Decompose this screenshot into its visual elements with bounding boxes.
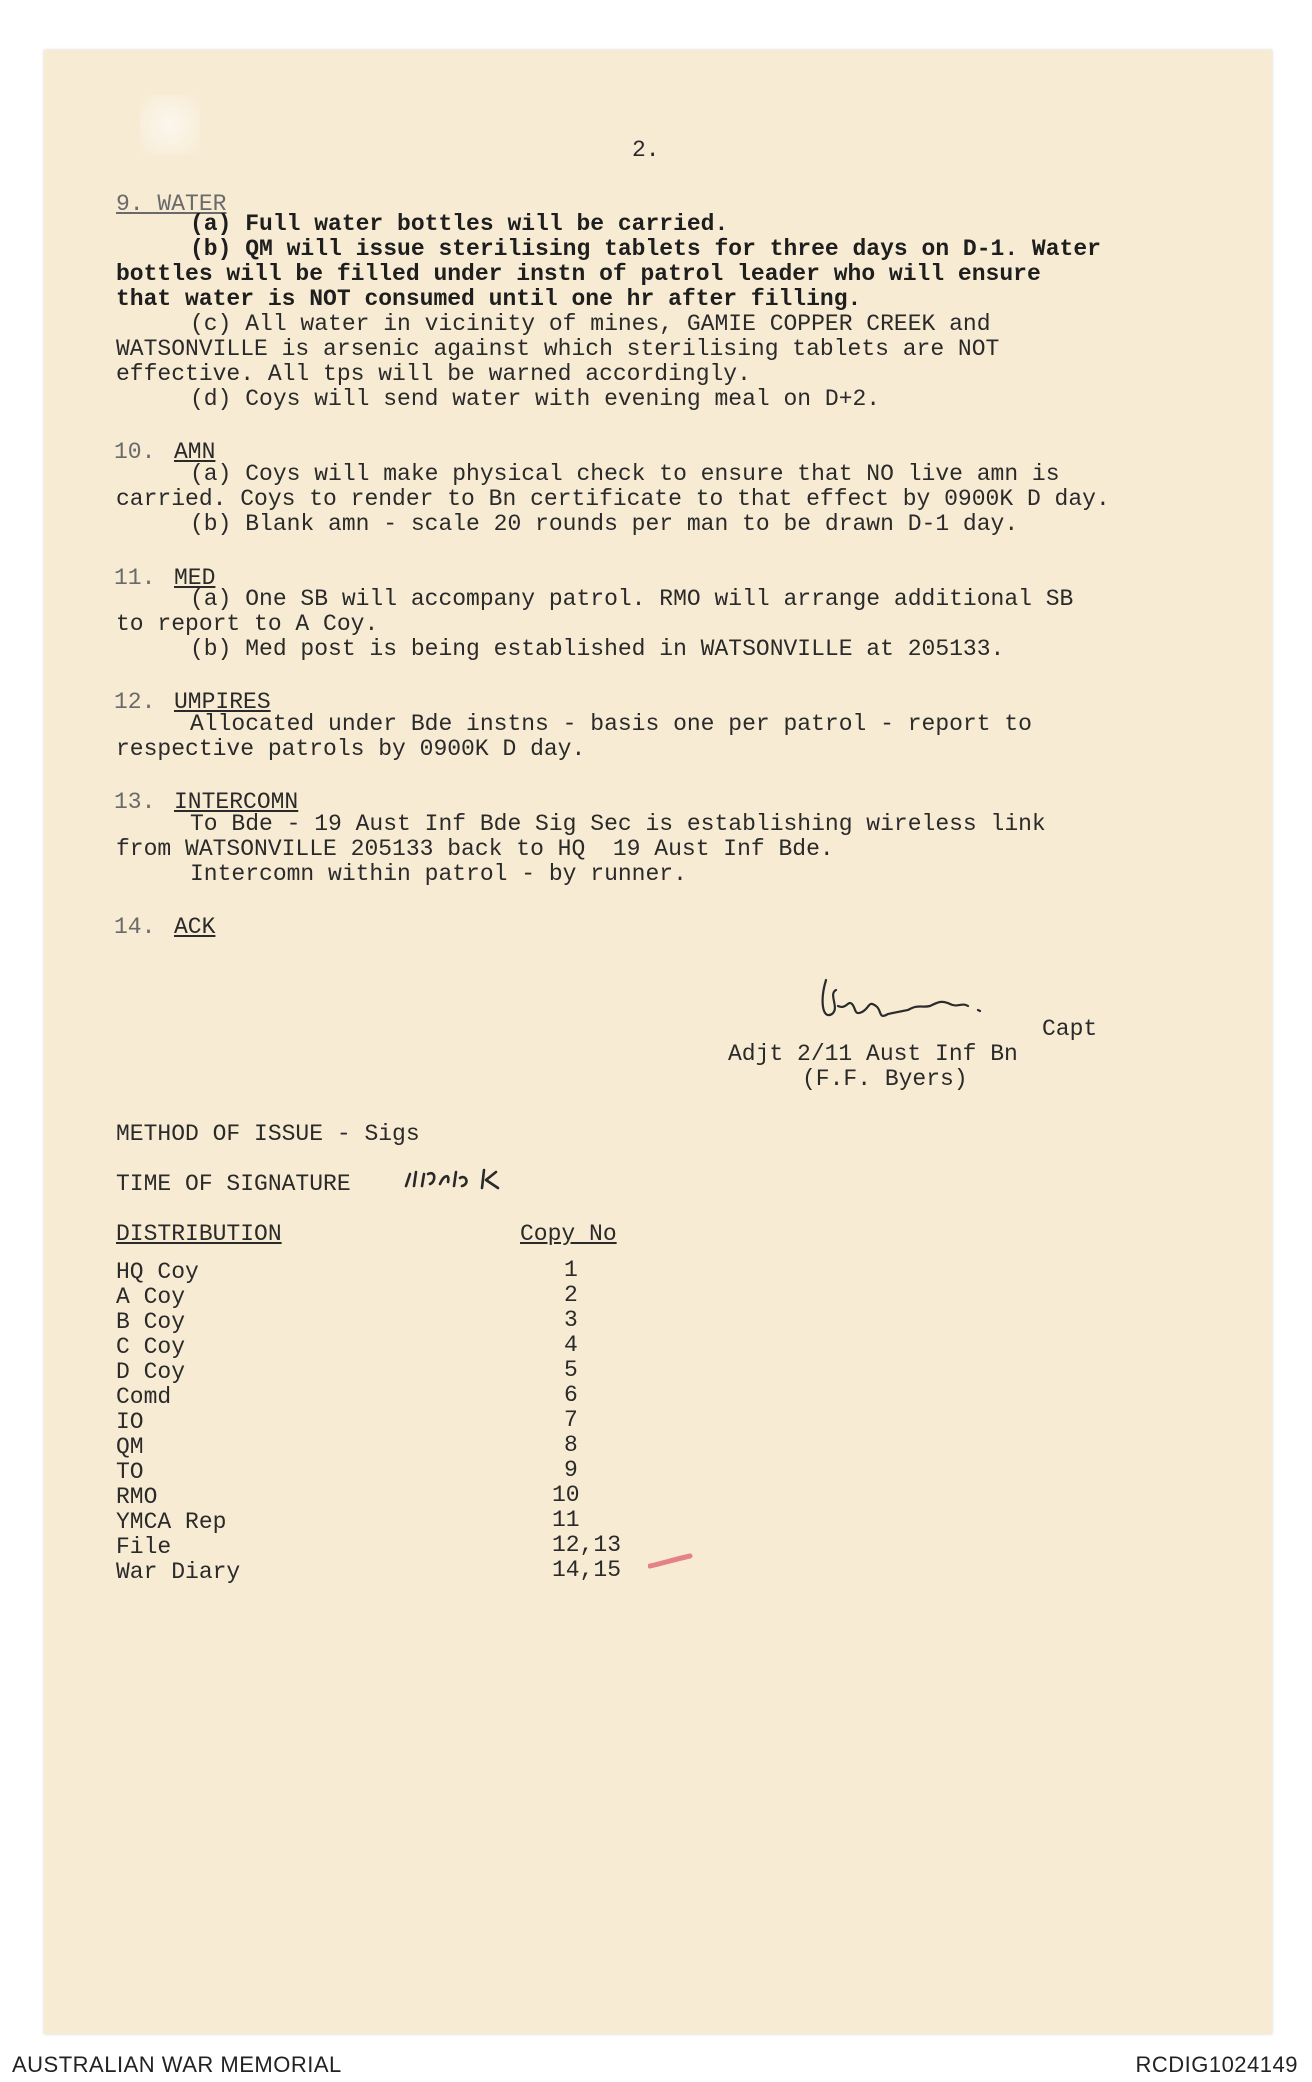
distribution-copy-number: 11 (552, 1507, 580, 1533)
section-heading-amn: AMN (174, 439, 216, 465)
distribution-recipient: QM (116, 1434, 144, 1460)
distribution-recipient: YMCA Rep (116, 1509, 227, 1535)
distribution-copy-number: 12,13 (552, 1532, 622, 1558)
section-number-intercomn: 13. (114, 789, 156, 815)
distribution-recipient: File (116, 1534, 172, 1560)
distribution-recipient: TO (116, 1459, 144, 1485)
intercomn-line-2: from WATSONVILLE 205133 back to HQ 19 Aust Inf Bde. (116, 836, 834, 862)
section-heading-ack: ACK (174, 914, 216, 940)
section-number-umpires: 12. (114, 689, 156, 715)
distribution-recipient: C Coy (116, 1334, 186, 1360)
time-of-signature-label: TIME OF SIGNATURE (116, 1171, 351, 1197)
distribution-copy-number: 8 (564, 1432, 578, 1458)
distribution-copy-number: 3 (564, 1307, 578, 1333)
distribution-copy-number: 14,15 (552, 1557, 622, 1583)
distribution-recipient: Comd (116, 1384, 172, 1410)
distribution-recipient: A Coy (116, 1284, 186, 1310)
copy-no-heading: Copy No (520, 1221, 617, 1247)
amn-line-b: (b) Blank amn - scale 20 rounds per man to be drawn D-1 day. (190, 511, 1019, 537)
water-line-d: (d) Coys will send water with evening meal on D+2. (190, 386, 881, 412)
section-number-ack: 14. (114, 914, 156, 940)
distribution-copy-number: 1 (564, 1257, 578, 1283)
intercomn-line-3: Intercomn within patrol - by runner. (190, 861, 687, 887)
umpires-line-2: respective patrols by 0900K D day. (116, 736, 586, 762)
water-line-b-cont-1: bottles will be filled under instn of patrol leader who will ensure (116, 261, 1041, 287)
footer-archive-name: AUSTRALIAN WAR MEMORIAL (12, 2052, 342, 2077)
section-number-med: 11. (114, 565, 156, 591)
distribution-copy-number: 10 (552, 1482, 580, 1508)
distribution-recipient: RMO (116, 1484, 158, 1510)
section-heading-intercomn: INTERCOMN (174, 789, 299, 815)
water-line-b: (b) QM will issue sterilising tablets for three days on D-1. Water (190, 236, 1101, 262)
section-heading-umpires: UMPIRES (174, 689, 271, 715)
med-line-b: (b) Med post is being established in WATSONVILLE at 205133. (190, 636, 1005, 662)
section-heading-med: MED (174, 565, 216, 591)
water-line-c: (c) All water in vicinity of mines, GAMIE COPPER CREEK and (190, 311, 991, 337)
distribution-copy-number: 2 (564, 1282, 578, 1308)
amn-line-a-cont: carried. Coys to render to Bn certificate to that effect by 0900K D day. (116, 486, 1110, 512)
distribution-recipient: D Coy (116, 1359, 186, 1385)
distribution-recipient: IO (116, 1409, 144, 1435)
distribution-recipient: HQ Coy (116, 1259, 199, 1285)
footer-record-id: RCDIG1024149 (1135, 2052, 1298, 2077)
distribution-recipient: War Diary (116, 1559, 241, 1585)
intercomn-line-1: To Bde - 19 Aust Inf Bde Sig Sec is establishing wireless link (190, 811, 1046, 837)
distribution-copy-number: 9 (564, 1457, 578, 1483)
water-line-a: (a) Full water bottles will be carried. (190, 211, 729, 237)
water-line-c-cont-1: WATSONVILLE is arsenic against which sterilising tablets are NOT (116, 336, 1000, 362)
umpires-line-1: Allocated under Bde instns - basis one per patrol - report to (190, 711, 1032, 737)
distribution-copy-number: 4 (564, 1332, 578, 1358)
red-pencil-mark (648, 1552, 694, 1572)
water-line-c-cont-2: effective. All tps will be warned accordingly. (116, 361, 751, 387)
time-of-signature-handwriting (400, 1160, 540, 1196)
signature-rank: Capt (1042, 1016, 1098, 1042)
section-heading-water: 9. WATER (116, 191, 227, 217)
paper-smudge (140, 95, 200, 155)
page-number: 2. (632, 137, 660, 163)
distribution-copy-number: 6 (564, 1382, 578, 1408)
med-line-a-cont: to report to A Coy. (116, 611, 379, 637)
handwritten-signature (818, 970, 1048, 1040)
distribution-heading: DISTRIBUTION (116, 1221, 282, 1247)
distribution-copy-number: 5 (564, 1357, 578, 1383)
signature-name: (F.F. Byers) (802, 1066, 968, 1092)
amn-line-a: (a) Coys will make physical check to ensure that NO live amn is (190, 461, 1060, 487)
section-number-amn: 10. (114, 439, 156, 465)
water-line-b-cont-2: that water is NOT consumed until one hr after filling. (116, 286, 862, 312)
method-of-issue: METHOD OF ISSUE - Sigs (116, 1121, 420, 1147)
distribution-recipient: B Coy (116, 1309, 186, 1335)
med-line-a: (a) One SB will accompany patrol. RMO will arrange additional SB (190, 586, 1074, 612)
signature-appointment: Adjt 2/11 Aust Inf Bn (728, 1041, 1018, 1067)
distribution-copy-number: 7 (564, 1407, 578, 1433)
